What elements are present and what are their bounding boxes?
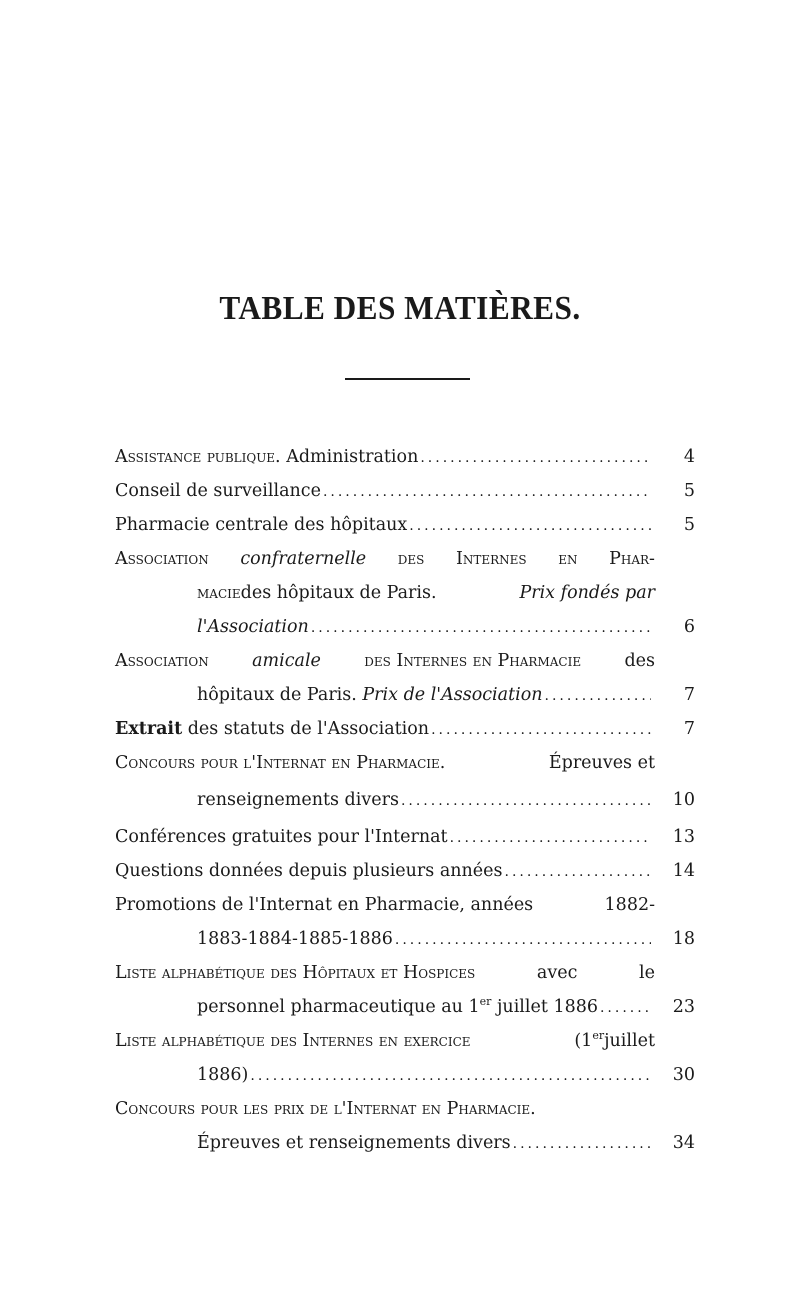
entry-label: Pharmacie centrale des hôpitaux <box>115 515 408 535</box>
page-number: 34 <box>672 1133 695 1153</box>
entry-label: Épreuves et renseignements divers <box>197 1133 511 1153</box>
dot-leader <box>513 1127 651 1161</box>
entry-word: des <box>624 651 655 671</box>
dot-leader <box>401 781 651 821</box>
entry-label: le <box>639 963 655 983</box>
entry-label: des statuts de l'Association <box>182 719 430 739</box>
entry-label: Conférences gratuites pour l'Internat <box>115 827 448 847</box>
justified-text <box>197 576 655 610</box>
entry-caps: Assistance publique. <box>115 447 281 467</box>
toc-entry-extrait <box>115 712 695 746</box>
entry-label: Épreuves et <box>548 753 655 773</box>
dot-leader <box>545 679 651 713</box>
entry-label: juillet 1886 <box>491 997 598 1017</box>
entry-label: Administration <box>280 447 419 467</box>
dot-leader <box>420 441 651 475</box>
entry-segment <box>574 1024 655 1058</box>
entry-italic: Prix fondés par <box>519 583 655 603</box>
dot-leader <box>395 923 651 957</box>
toc-line <box>115 780 695 820</box>
entry-italic: l'Association <box>197 617 309 637</box>
dot-leader <box>431 713 651 747</box>
entry-label: des hôpitaux de Paris. <box>240 583 437 603</box>
toc-entry-conferences <box>115 820 695 854</box>
dot-leader <box>505 855 652 889</box>
toc-entry-concours-internat <box>115 746 695 820</box>
page-number: 10 <box>672 790 695 810</box>
title-rule <box>345 378 470 380</box>
entry-word: en <box>558 549 578 569</box>
page-number: 5 <box>683 481 695 501</box>
toc-line <box>115 542 695 576</box>
toc-line <box>115 990 695 1024</box>
toc-line <box>115 1058 695 1092</box>
toc-line <box>115 474 695 508</box>
entry-word: Association <box>115 549 209 569</box>
entry-italic: Prix de l'Association <box>362 685 543 705</box>
justified-text <box>115 956 655 990</box>
toc-entry-concours-prix <box>115 1092 695 1160</box>
entry-label: avec <box>536 963 578 983</box>
toc-line <box>115 644 695 678</box>
superscript: er <box>592 1029 605 1043</box>
entry-word: Phar- <box>609 549 655 569</box>
toc-line <box>115 956 695 990</box>
toc-entry-association-confraternelle <box>115 542 695 644</box>
toc-line <box>115 576 695 610</box>
entry-caps: Concours pour l'Internat en Pharmacie. <box>115 753 446 773</box>
entry-caps: Liste alphabétique des Internes en exercice <box>115 1031 471 1051</box>
toc-line <box>115 508 695 542</box>
entry-label: 1882- <box>604 895 655 915</box>
toc-line <box>115 888 695 922</box>
dot-leader <box>409 509 651 543</box>
entry-label: 1883-1884-1885-1886 <box>197 929 393 949</box>
entry-caps: Concours pour les prix de l'Internat en Pharmacie. <box>115 1099 536 1119</box>
entry-label: Conseil de surveillance <box>115 481 321 501</box>
toc-line <box>115 610 695 644</box>
toc-line <box>115 712 695 746</box>
toc-entry-assistance-publique <box>115 440 695 474</box>
justified-text <box>115 888 655 922</box>
entry-label: Questions données depuis plusieurs années <box>115 861 503 881</box>
entry-caps: Liste alphabétique des Hôpitaux et Hospices <box>115 963 476 983</box>
entry-word: Internes <box>455 549 527 569</box>
entry-word: Association <box>115 651 209 671</box>
entry-caps: macie <box>197 583 241 603</box>
entry-segment <box>197 678 543 712</box>
entry-label: renseignements divers <box>197 790 399 810</box>
toc-line <box>115 922 695 956</box>
page-number: 5 <box>683 515 695 535</box>
page-number: 6 <box>683 617 695 637</box>
toc-entry-liste-internes <box>115 1024 695 1092</box>
entry-text <box>115 712 429 746</box>
dot-leader <box>450 821 651 855</box>
page-number: 23 <box>672 997 695 1017</box>
toc-entry-pharmacie-centrale <box>115 508 695 542</box>
entry-label: Promotions de l'Internat en Pharmacie, années <box>115 895 534 915</box>
entry-label: (1 <box>574 1031 593 1051</box>
dot-leader <box>311 611 651 645</box>
entry-bold: Extrait <box>115 719 183 739</box>
toc-line <box>115 820 695 854</box>
entry-segment <box>197 990 598 1024</box>
toc-entry-questions <box>115 854 695 888</box>
page-number: 7 <box>683 719 695 739</box>
entry-word: confraternelle <box>240 549 367 569</box>
table-of-contents <box>115 440 695 1160</box>
entry-label: juillet <box>604 1031 655 1051</box>
superscript: er <box>479 995 492 1009</box>
toc-line <box>115 746 695 780</box>
toc-entry-liste-hopitaux <box>115 956 695 1024</box>
page-number: 4 <box>683 447 695 467</box>
toc-entry-association-amicale <box>115 644 695 712</box>
dot-leader <box>600 991 651 1025</box>
toc-entry-promotions <box>115 888 695 956</box>
page-title: TABLE DES MATIÈRES. <box>219 290 581 327</box>
entry-word: amicale <box>252 651 321 671</box>
justified-text <box>115 542 655 576</box>
justified-text <box>115 746 655 780</box>
entry-label: personnel pharmaceutique au 1 <box>197 997 480 1017</box>
entry-label: 1886) <box>197 1065 249 1085</box>
entry-label: hôpitaux de Paris. <box>197 685 357 705</box>
dot-leader <box>250 1059 651 1093</box>
justified-text <box>115 1024 655 1058</box>
entry-word: des Internes en Pharmacie <box>364 651 582 671</box>
dot-leader <box>323 475 651 509</box>
toc-line <box>115 1024 695 1058</box>
page-number: 14 <box>672 861 695 881</box>
toc-line <box>115 854 695 888</box>
entry-word: des <box>397 549 425 569</box>
toc-line <box>115 678 695 712</box>
toc-entry-conseil <box>115 474 695 508</box>
page-number: 7 <box>683 685 695 705</box>
toc-line <box>115 1092 695 1126</box>
entry-segment <box>197 576 437 610</box>
toc-line <box>115 1126 695 1160</box>
entry-text <box>115 440 418 474</box>
page-number: 18 <box>672 929 695 949</box>
page-number: 30 <box>672 1065 695 1085</box>
toc-line <box>115 440 695 474</box>
page-number: 13 <box>672 827 695 847</box>
justified-text <box>115 644 655 678</box>
